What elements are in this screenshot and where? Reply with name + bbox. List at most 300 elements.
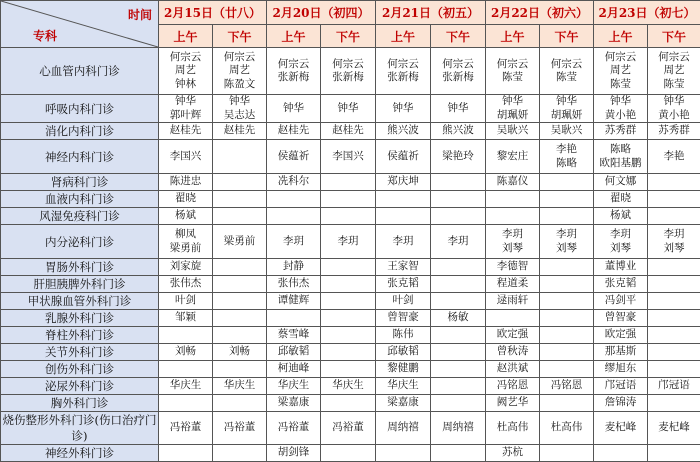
schedule-cell — [648, 395, 700, 412]
doctor-name: 翟晓 — [159, 192, 212, 206]
doctor-name: 刘琴 — [486, 242, 539, 256]
doctor-name: 曾智豪 — [376, 311, 430, 325]
doctor-name: 冯铭恩 — [486, 379, 539, 393]
department-name: 神经内科门诊 — [1, 140, 159, 174]
schedule-cell — [376, 395, 431, 412]
schedule-cell — [594, 140, 648, 174]
schedule-cell — [213, 276, 267, 293]
schedule-cell — [267, 276, 321, 293]
schedule-cell — [213, 310, 267, 327]
schedule-cell — [431, 378, 486, 395]
schedule-cell — [376, 174, 431, 191]
schedule-cell — [594, 225, 648, 259]
schedule-cell — [540, 174, 594, 191]
schedule-cell — [594, 174, 648, 191]
doctor-name: 李玥 — [321, 235, 375, 249]
schedule-cell — [213, 344, 267, 361]
schedule-cell — [540, 445, 594, 462]
doctor-name: 胡剑锋 — [267, 446, 320, 460]
schedule-cell — [159, 48, 213, 95]
schedule-cell — [321, 208, 376, 225]
schedule-cell — [648, 259, 700, 276]
doctor-name: 华庆生 — [321, 379, 375, 393]
date-header-row — [1, 1, 700, 25]
doctor-name: 冯裕董 — [213, 421, 266, 435]
schedule-cell — [213, 191, 267, 208]
schedule-cell — [267, 344, 321, 361]
doctor-name: 钟林 — [159, 78, 212, 92]
doctor-name: 冯裕董 — [267, 421, 320, 435]
schedule-cell — [159, 395, 213, 412]
schedule-cell — [648, 140, 700, 174]
doctor-name: 杨斌 — [594, 209, 647, 223]
schedule-cell — [213, 445, 267, 462]
doctor-name: 陈略 — [540, 157, 593, 171]
doctor-name: 冯铭恩 — [540, 379, 593, 393]
doctor-name: 钟华 — [267, 102, 320, 116]
schedule-cell — [267, 259, 321, 276]
doctor-name: 何文娜 — [594, 175, 647, 189]
schedule-cell — [431, 445, 486, 462]
schedule-cell — [486, 293, 540, 310]
schedule-cell — [376, 48, 431, 95]
doctor-name: 梁艳玲 — [431, 150, 485, 164]
doctor-name: 张伟杰 — [267, 277, 320, 291]
schedule-cell — [376, 208, 431, 225]
schedule-cell — [321, 174, 376, 191]
doctor-name: 蔡雪峰 — [267, 328, 320, 342]
doctor-name: 钟华 — [376, 102, 430, 116]
schedule-cell — [159, 378, 213, 395]
doctor-name: 何宗云 — [431, 58, 485, 72]
schedule-cell — [486, 191, 540, 208]
doctor-name: 周艺 — [159, 64, 212, 78]
schedule-cell — [159, 361, 213, 378]
schedule-row — [1, 327, 700, 344]
schedule-cell — [431, 95, 486, 123]
department-name: 肾病科门诊 — [1, 174, 159, 191]
doctor-name: 张克韬 — [594, 277, 647, 291]
schedule-row — [1, 259, 700, 276]
schedule-cell — [648, 95, 700, 123]
schedule-cell — [213, 48, 267, 95]
am-header: 上午 — [376, 25, 431, 48]
department-name: 甲状腺血管外科门诊 — [1, 293, 159, 310]
schedule-cell — [376, 140, 431, 174]
doctor-name: 侯蕴祈 — [376, 150, 430, 164]
am-header: 上午 — [594, 25, 648, 48]
schedule-cell — [213, 95, 267, 123]
schedule-cell — [321, 191, 376, 208]
doctor-name: 冯剑平 — [594, 294, 647, 308]
department-name: 心血管内科门诊 — [1, 48, 159, 95]
am-header: 上午 — [267, 25, 321, 48]
schedule-cell — [321, 276, 376, 293]
department-name: 血液内科门诊 — [1, 191, 159, 208]
department-name: 内分泌科门诊 — [1, 225, 159, 259]
doctor-name: 周艺 — [594, 64, 647, 78]
schedule-cell — [376, 412, 431, 445]
schedule-cell — [648, 344, 700, 361]
doctor-name: 刘畅 — [159, 345, 212, 359]
doctor-name: 李玥 — [376, 235, 430, 249]
schedule-cell — [213, 123, 267, 140]
doctor-name: 陈嘉仪 — [486, 175, 539, 189]
doctor-name: 黄小艳 — [648, 109, 700, 123]
schedule-cell — [486, 310, 540, 327]
schedule-cell — [267, 174, 321, 191]
schedule-cell — [540, 310, 594, 327]
schedule-row — [1, 344, 700, 361]
schedule-cell — [540, 378, 594, 395]
doctor-name: 张新梅 — [267, 71, 320, 85]
schedule-cell — [376, 361, 431, 378]
schedule-row — [1, 174, 700, 191]
doctor-name: 苏秀群 — [648, 124, 700, 138]
doctor-name: 钟华 — [213, 95, 266, 109]
schedule-cell — [159, 208, 213, 225]
schedule-cell — [594, 48, 648, 95]
schedule-row — [1, 378, 700, 395]
doctor-name: 李德智 — [486, 260, 539, 274]
schedule-cell — [540, 208, 594, 225]
schedule-cell — [267, 395, 321, 412]
schedule-cell — [540, 361, 594, 378]
department-name: 乳腺外科门诊 — [1, 310, 159, 327]
schedule-cell — [321, 95, 376, 123]
schedule-cell — [321, 225, 376, 259]
doctor-name: 陈莹 — [486, 71, 539, 85]
schedule-cell — [267, 310, 321, 327]
schedule-cell — [321, 140, 376, 174]
pm-header: 下午 — [431, 25, 486, 48]
doctor-name: 赵桂先 — [213, 124, 266, 138]
doctor-name: 张新梅 — [321, 71, 375, 85]
doctor-name: 程道柔 — [486, 277, 539, 291]
schedule-cell — [540, 225, 594, 259]
schedule-cell — [376, 344, 431, 361]
doctor-name: 李艳 — [540, 143, 593, 157]
schedule-cell — [648, 327, 700, 344]
schedule-cell — [540, 344, 594, 361]
schedule-cell — [213, 208, 267, 225]
schedule-cell — [376, 378, 431, 395]
pm-header: 下午 — [213, 25, 267, 48]
schedule-cell — [267, 208, 321, 225]
doctor-name: 钟华 — [159, 95, 212, 109]
schedule-cell — [648, 310, 700, 327]
schedule-cell — [431, 259, 486, 276]
schedule-cell — [376, 276, 431, 293]
doctor-name: 逯雨轩 — [486, 294, 539, 308]
schedule-cell — [267, 191, 321, 208]
schedule-row — [1, 293, 700, 310]
schedule-cell — [321, 378, 376, 395]
schedule-cell — [159, 191, 213, 208]
doctor-name: 赵桂先 — [267, 124, 320, 138]
schedule-cell — [594, 412, 648, 445]
doctor-name: 梁勇前 — [159, 242, 212, 256]
doctor-name: 翟晓 — [594, 192, 647, 206]
schedule-cell — [540, 95, 594, 123]
schedule-cell — [376, 191, 431, 208]
doctor-name: 胡珮妍 — [486, 109, 539, 123]
schedule-cell — [159, 174, 213, 191]
department-name: 泌尿外科门诊 — [1, 378, 159, 395]
date-header: 2月15日（廿八） — [159, 1, 267, 25]
schedule-cell — [594, 361, 648, 378]
schedule-cell — [159, 412, 213, 445]
schedule-cell — [486, 276, 540, 293]
doctor-name: 苏杭 — [486, 446, 539, 460]
schedule-cell — [594, 95, 648, 123]
doctor-name: 刘家旋 — [159, 260, 212, 274]
doctor-name: 杨斌 — [159, 209, 212, 223]
schedule-cell — [321, 327, 376, 344]
schedule-cell — [159, 140, 213, 174]
schedule-cell — [321, 293, 376, 310]
pm-header: 下午 — [648, 25, 700, 48]
doctor-name: 何宗云 — [213, 51, 266, 65]
doctor-name: 缪旭东 — [594, 362, 647, 376]
schedule-cell — [267, 293, 321, 310]
schedule-cell — [486, 140, 540, 174]
doctor-name: 钟华 — [648, 95, 700, 109]
doctor-name: 钟华 — [321, 102, 375, 116]
doctor-name: 华庆生 — [376, 379, 430, 393]
doctor-name: 何宗云 — [648, 51, 700, 65]
doctor-name: 梁勇前 — [213, 235, 266, 249]
schedule-cell — [159, 445, 213, 462]
schedule-cell — [648, 445, 700, 462]
doctor-name: 何宗云 — [159, 51, 212, 65]
doctor-name: 钟华 — [594, 95, 647, 109]
doctor-name: 周艺 — [213, 64, 266, 78]
department-name: 脊柱外科门诊 — [1, 327, 159, 344]
schedule-cell — [159, 225, 213, 259]
am-header: 上午 — [159, 25, 213, 48]
schedule-cell — [267, 378, 321, 395]
doctor-name: 黎健鹏 — [376, 362, 430, 376]
doctor-name: 梁嘉康 — [267, 396, 320, 410]
doctor-name: 李艳 — [648, 150, 700, 164]
doctor-name: 张新梅 — [376, 71, 430, 85]
schedule-cell — [486, 378, 540, 395]
doctor-name: 董博业 — [594, 260, 647, 274]
schedule-cell — [540, 412, 594, 445]
schedule-cell — [486, 48, 540, 95]
schedule-cell — [486, 327, 540, 344]
doctor-name: 李国兴 — [159, 150, 212, 164]
doctor-name: 苏秀群 — [594, 124, 647, 138]
pm-header: 下午 — [321, 25, 376, 48]
schedule-cell — [540, 123, 594, 140]
doctor-name: 陈莹 — [540, 71, 593, 85]
schedule-cell — [648, 412, 700, 445]
schedule-cell — [267, 225, 321, 259]
doctor-name: 柳凤 — [159, 228, 212, 242]
schedule-cell — [159, 344, 213, 361]
schedule-cell — [540, 395, 594, 412]
doctor-name: 欧定强 — [486, 328, 539, 342]
doctor-name: 侯蕴祈 — [267, 150, 320, 164]
doctor-name: 熊兴波 — [431, 124, 485, 138]
doctor-name: 杨敏 — [431, 311, 485, 325]
schedule-cell — [213, 259, 267, 276]
doctor-name: 阙艺华 — [486, 396, 539, 410]
department-label: 专科 — [33, 27, 57, 44]
schedule-cell — [486, 344, 540, 361]
schedule-cell — [376, 95, 431, 123]
schedule-cell — [267, 95, 321, 123]
schedule-cell — [159, 327, 213, 344]
schedule-cell — [376, 310, 431, 327]
doctor-name: 欧阳基鹏 — [594, 157, 647, 171]
doctor-name: 邱敏韬 — [376, 345, 430, 359]
doctor-name: 李玥 — [267, 235, 320, 249]
schedule-cell — [648, 276, 700, 293]
doctor-name: 李玥 — [431, 235, 485, 249]
doctor-name: 杜高伟 — [486, 421, 539, 435]
schedule-cell — [486, 395, 540, 412]
schedule-cell — [321, 361, 376, 378]
schedule-cell — [431, 225, 486, 259]
schedule-cell — [376, 259, 431, 276]
schedule-cell — [594, 276, 648, 293]
doctor-name: 吴耿兴 — [486, 124, 539, 138]
schedule-cell — [431, 276, 486, 293]
doctor-name: 陈莹 — [648, 78, 700, 92]
doctor-name: 封静 — [267, 260, 320, 274]
schedule-row — [1, 310, 700, 327]
schedule-cell — [267, 327, 321, 344]
schedule-cell — [486, 361, 540, 378]
doctor-name: 黄小艳 — [594, 109, 647, 123]
schedule-cell — [540, 327, 594, 344]
schedule-row — [1, 361, 700, 378]
schedule-cell — [267, 361, 321, 378]
schedule-cell — [486, 259, 540, 276]
doctor-name: 陈进忠 — [159, 175, 212, 189]
doctor-name: 邱敏韬 — [267, 345, 320, 359]
doctor-name: 陈盈文 — [213, 78, 266, 92]
department-name: 胃肠外科门诊 — [1, 259, 159, 276]
schedule-cell — [594, 191, 648, 208]
doctor-name: 钟华 — [486, 95, 539, 109]
schedule-cell — [376, 327, 431, 344]
doctor-name: 华庆生 — [267, 379, 320, 393]
schedule-cell — [431, 174, 486, 191]
doctor-name: 何宗云 — [594, 51, 647, 65]
schedule-cell — [267, 412, 321, 445]
schedule-cell — [159, 310, 213, 327]
schedule-cell — [594, 327, 648, 344]
doctor-name: 钟华 — [431, 102, 485, 116]
date-header: 2月20日（初四） — [267, 1, 376, 25]
doctor-name: 那基斯 — [594, 345, 647, 359]
doctor-name: 何宗云 — [376, 58, 430, 72]
doctor-name: 柯迪峰 — [267, 362, 320, 376]
schedule-cell — [267, 48, 321, 95]
schedule-cell — [486, 208, 540, 225]
doctor-name: 欧定强 — [594, 328, 647, 342]
doctor-name: 麦杞峰 — [594, 421, 647, 435]
doctor-name: 陈莹 — [594, 78, 647, 92]
schedule-cell — [431, 412, 486, 445]
doctor-name: 冯裕董 — [321, 421, 375, 435]
schedule-cell — [431, 344, 486, 361]
schedule-cell — [213, 225, 267, 259]
schedule-cell — [321, 412, 376, 445]
schedule-cell — [648, 225, 700, 259]
department-name: 胸外科门诊 — [1, 395, 159, 412]
schedule-cell — [213, 174, 267, 191]
department-name: 神经外科门诊 — [1, 445, 159, 462]
doctor-name: 郭叶辉 — [159, 109, 212, 123]
schedule-cell — [486, 95, 540, 123]
date-header: 2月21日（初五） — [376, 1, 486, 25]
schedule-cell — [376, 225, 431, 259]
date-header: 2月23日（初七） — [594, 1, 700, 25]
schedule-cell — [213, 412, 267, 445]
schedule-cell — [594, 344, 648, 361]
am-header: 上午 — [486, 25, 540, 48]
schedule-cell — [648, 123, 700, 140]
schedule-cell — [648, 174, 700, 191]
schedule-cell — [321, 395, 376, 412]
schedule-cell — [213, 140, 267, 174]
doctor-name: 陈略 — [594, 143, 647, 157]
doctor-name: 张伟杰 — [159, 277, 212, 291]
schedule-cell — [648, 191, 700, 208]
schedule-cell — [321, 310, 376, 327]
schedule-cell — [648, 361, 700, 378]
time-label: 时间 — [128, 6, 152, 23]
doctor-name: 赵桂先 — [321, 124, 375, 138]
schedule-cell — [540, 259, 594, 276]
schedule-cell — [594, 395, 648, 412]
doctor-name: 熊兴波 — [376, 124, 430, 138]
schedule-row — [1, 208, 700, 225]
schedule-body — [1, 48, 700, 462]
schedule-cell — [267, 140, 321, 174]
doctor-name: 胡珮妍 — [540, 109, 593, 123]
schedule-cell — [594, 445, 648, 462]
doctor-name: 麦杞峰 — [648, 421, 700, 435]
schedule-cell — [321, 123, 376, 140]
doctor-name: 李玥 — [594, 228, 647, 242]
doctor-name: 谭健辉 — [267, 294, 320, 308]
schedule-cell — [431, 310, 486, 327]
department-name: 烧伤整形外科门诊(伤口治疗门诊) — [1, 412, 159, 445]
doctor-name: 赵洪斌 — [486, 362, 539, 376]
doctor-name: 何宗云 — [540, 58, 593, 72]
schedule-cell — [213, 378, 267, 395]
schedule-cell — [267, 123, 321, 140]
doctor-name: 何宗云 — [267, 58, 320, 72]
schedule-cell — [540, 293, 594, 310]
schedule-cell — [648, 293, 700, 310]
doctor-name: 陈伟 — [376, 328, 430, 342]
doctor-name: 邹颖 — [159, 311, 212, 325]
doctor-name: 李玥 — [648, 228, 700, 242]
schedule-cell — [540, 140, 594, 174]
schedule-cell — [431, 327, 486, 344]
doctor-name: 冯裕董 — [159, 421, 212, 435]
schedule-cell — [540, 191, 594, 208]
schedule-cell — [540, 48, 594, 95]
doctor-name: 周艺 — [648, 64, 700, 78]
